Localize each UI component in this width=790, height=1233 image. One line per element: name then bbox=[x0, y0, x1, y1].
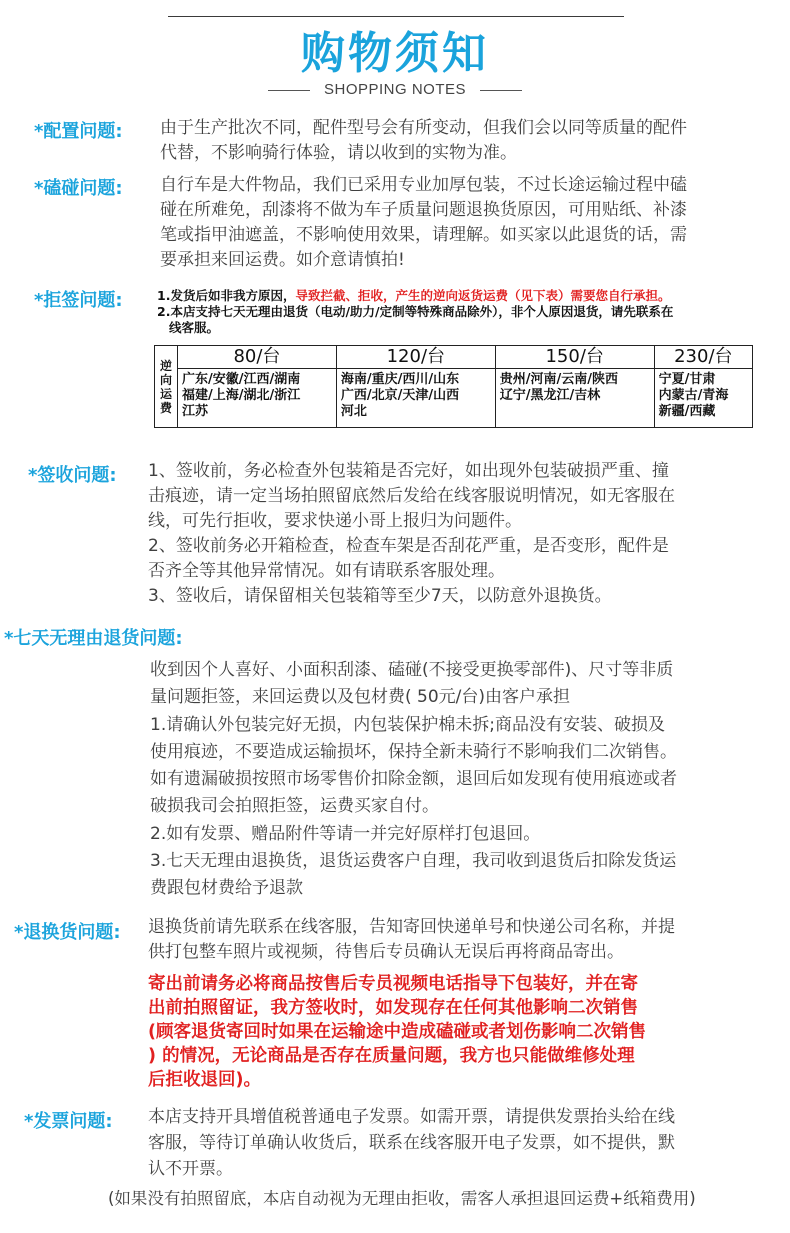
return-freight-table bbox=[154, 345, 753, 428]
bump-text bbox=[160, 173, 687, 273]
invoice-text bbox=[148, 1104, 675, 1182]
seven-day-line: 2.如有发票、赠品附件等请一并完好原样打包退回。 bbox=[150, 823, 541, 844]
sign-line: 1、签收前，务必检查外包装箱是否完好，如出现外包装破损严重、撞 bbox=[148, 461, 669, 481]
area-line: 贵州/河南/云南/陕西 bbox=[499, 372, 618, 387]
seven-day-label: *七天无理由退货问题: bbox=[4, 628, 183, 649]
area-cell bbox=[495, 369, 654, 428]
seven-day-line: 费跟包材费给予退款 bbox=[150, 878, 303, 899]
invoice-label: *发票问题: bbox=[24, 1111, 113, 1132]
bump-line: 碰在所难免，刮漆将不做为车子质量问题退换货原因，可用贴纸、补漆 bbox=[160, 200, 687, 220]
exchange-warning-line: (顾客退货寄回时如果在运输途中造成磕碰或者划伤影响二次销售 bbox=[148, 1022, 646, 1042]
page-title: 购物须知 bbox=[301, 28, 489, 79]
sign-line: 3、签收后，请保留相关包装箱等至少7天，以防意外退换货。 bbox=[148, 586, 612, 606]
area-line: 福建/上海/湖北/浙江 bbox=[182, 388, 301, 403]
footer-note: (如果没有拍照留底，本店自动视为无理由拒收，需客人承担退回运费+纸箱费用) bbox=[108, 1189, 696, 1208]
exchange-warning-line: 后拒收退回)。 bbox=[148, 1070, 261, 1090]
area-line: 宁夏/甘肃 bbox=[658, 372, 716, 387]
exchange-label: *退换货问题: bbox=[14, 922, 121, 943]
subtitle-rule-right bbox=[480, 90, 522, 91]
seven-day-line: 破损我司会拍照拒签，运费买家自付。 bbox=[150, 796, 439, 817]
sign-line: 2、签收前务必开箱检查，检查车架是否刮花严重，是否变形，配件是 bbox=[148, 536, 669, 556]
reject-note-1-b: 导致拦截、拒收，产生的逆向返货运费（见下表）需要您自行承担。 bbox=[295, 288, 671, 303]
seven-day-line: 如有遗漏破损按照市场零售价扣除金额，退回后如发现有使用痕迹或者 bbox=[150, 769, 677, 790]
seven-day-line: 收到因个人喜好、小面积刮漆、磕碰(不接受更换零部件)、尺寸等非质 bbox=[150, 660, 674, 680]
exchange-text bbox=[148, 915, 675, 964]
seven-day-line: 量问题拒签，来回运费以及包材费( 50元/台)由客户承担 bbox=[150, 687, 571, 708]
area-cell bbox=[336, 369, 495, 428]
exchange-warning-line: 出前拍照留证，我方签收时，如发现存在任何其他影响二次销售 bbox=[148, 998, 638, 1018]
bump-line: 自行车是大件物品，我们已采用专业加厚包装，不过长途运输过程中磕 bbox=[160, 175, 687, 195]
reject-notes bbox=[157, 288, 777, 336]
invoice-line: 客服，等待订单确认收货后，联系在线客服开电子发票，如不提供，默 bbox=[148, 1133, 675, 1153]
exchange-warning bbox=[148, 972, 646, 1092]
subtitle-text: SHOPPING NOTES bbox=[323, 81, 467, 98]
area-line: 广西/北京/天津/山西 bbox=[340, 388, 460, 403]
seven-day-line: 3.七天无理由退换货，退货运费客户自理，我司收到退货后扣除发货运 bbox=[150, 851, 677, 872]
area-line: 江苏 bbox=[182, 404, 209, 419]
seven-day-line: 使用痕迹，不要造成运输损坏，保持全新未骑行不影响我们二次销售。 bbox=[150, 741, 677, 762]
area-cell bbox=[178, 369, 337, 428]
reject-note-1 bbox=[157, 288, 777, 304]
area-line: 内蒙古/青海 bbox=[658, 388, 729, 403]
area-line: 辽宁/黑龙江/吉林 bbox=[499, 388, 601, 403]
bump-label: *磕碰问题: bbox=[34, 178, 123, 199]
price-cell: 230/台 bbox=[654, 346, 752, 369]
reject-note-1-a: 1.发货后如非我方原因， bbox=[157, 288, 296, 303]
area-line: 河北 bbox=[340, 404, 367, 419]
page-subtitle bbox=[0, 81, 790, 98]
area-line: 新疆/西藏 bbox=[658, 404, 716, 419]
config-label: *配置问题: bbox=[34, 121, 123, 142]
reject-note-2-cont: 线客服。 bbox=[169, 320, 220, 335]
exchange-line: 供打包整车照片或视频，待售后专员确认无误后再将商品寄出。 bbox=[148, 941, 624, 962]
area-line: 海南/重庆/西川/山东 bbox=[340, 372, 460, 387]
price-cell: 120/台 bbox=[336, 346, 495, 369]
exchange-warning-line: 寄出前请务必将商品按售后专员视频电话指导下包装好，并在寄 bbox=[148, 974, 638, 994]
area-line: 广东/安徽/江西/湖南 bbox=[182, 372, 301, 387]
config-text bbox=[160, 116, 687, 166]
seven-day-line: 1.请确认外包装完好无损，内包装保护棉未拆;商品没有安装、破损及 bbox=[150, 714, 665, 735]
bump-line: 笔或指甲油遮盖，不影响使用效果，请理解。如买家以此退货的话，需 bbox=[160, 225, 687, 245]
subtitle-rule-left bbox=[268, 90, 310, 91]
config-line: 由于生产批次不同，配件型号会有所变动，但我们会以同等质量的配件 bbox=[160, 118, 687, 138]
freight-row-header: 逆向运费 bbox=[155, 346, 178, 428]
config-line: 代替，不影响骑行体验，请以收到的实物为准。 bbox=[160, 143, 517, 163]
invoice-line: 认不开票。 bbox=[148, 1159, 233, 1179]
bump-line: 要承担来回运费。如介意请慎拍! bbox=[160, 250, 405, 270]
area-cell bbox=[654, 369, 752, 428]
sign-line: 线，可先行拒收，要求快递小哥上报归为问题件。 bbox=[148, 511, 522, 531]
sign-line: 击痕迹，请一定当场拍照留底然后发给在线客服说明情况，如无客服在 bbox=[148, 486, 675, 506]
seven-day-text bbox=[150, 657, 677, 903]
invoice-line: 本店支持开具增值税普通电子发票。如需开票，请提供发票抬头给在线 bbox=[148, 1107, 675, 1127]
sign-text bbox=[148, 459, 675, 609]
price-cell: 150/台 bbox=[495, 346, 654, 369]
price-cell: 80/台 bbox=[178, 346, 337, 369]
reject-label: *拒签问题: bbox=[34, 290, 123, 311]
exchange-line: 退换货前请先联系在线客服，告知寄回快递单号和快递公司名称，并提 bbox=[148, 917, 675, 937]
reject-note-2: 2.本店支持七天无理由退货（电动/助力/定制等特殊商品除外），非个人原因退货，请先联系在 bbox=[157, 304, 674, 319]
exchange-warning-line: ) 的情况，无论商品是否存在质量问题，我方也只能做维修处理 bbox=[148, 1046, 635, 1066]
top-rule bbox=[168, 16, 624, 17]
sign-line: 否齐全等其他异常情况。如有请联系客服处理。 bbox=[148, 561, 505, 581]
sign-label: *签收问题: bbox=[28, 465, 117, 486]
